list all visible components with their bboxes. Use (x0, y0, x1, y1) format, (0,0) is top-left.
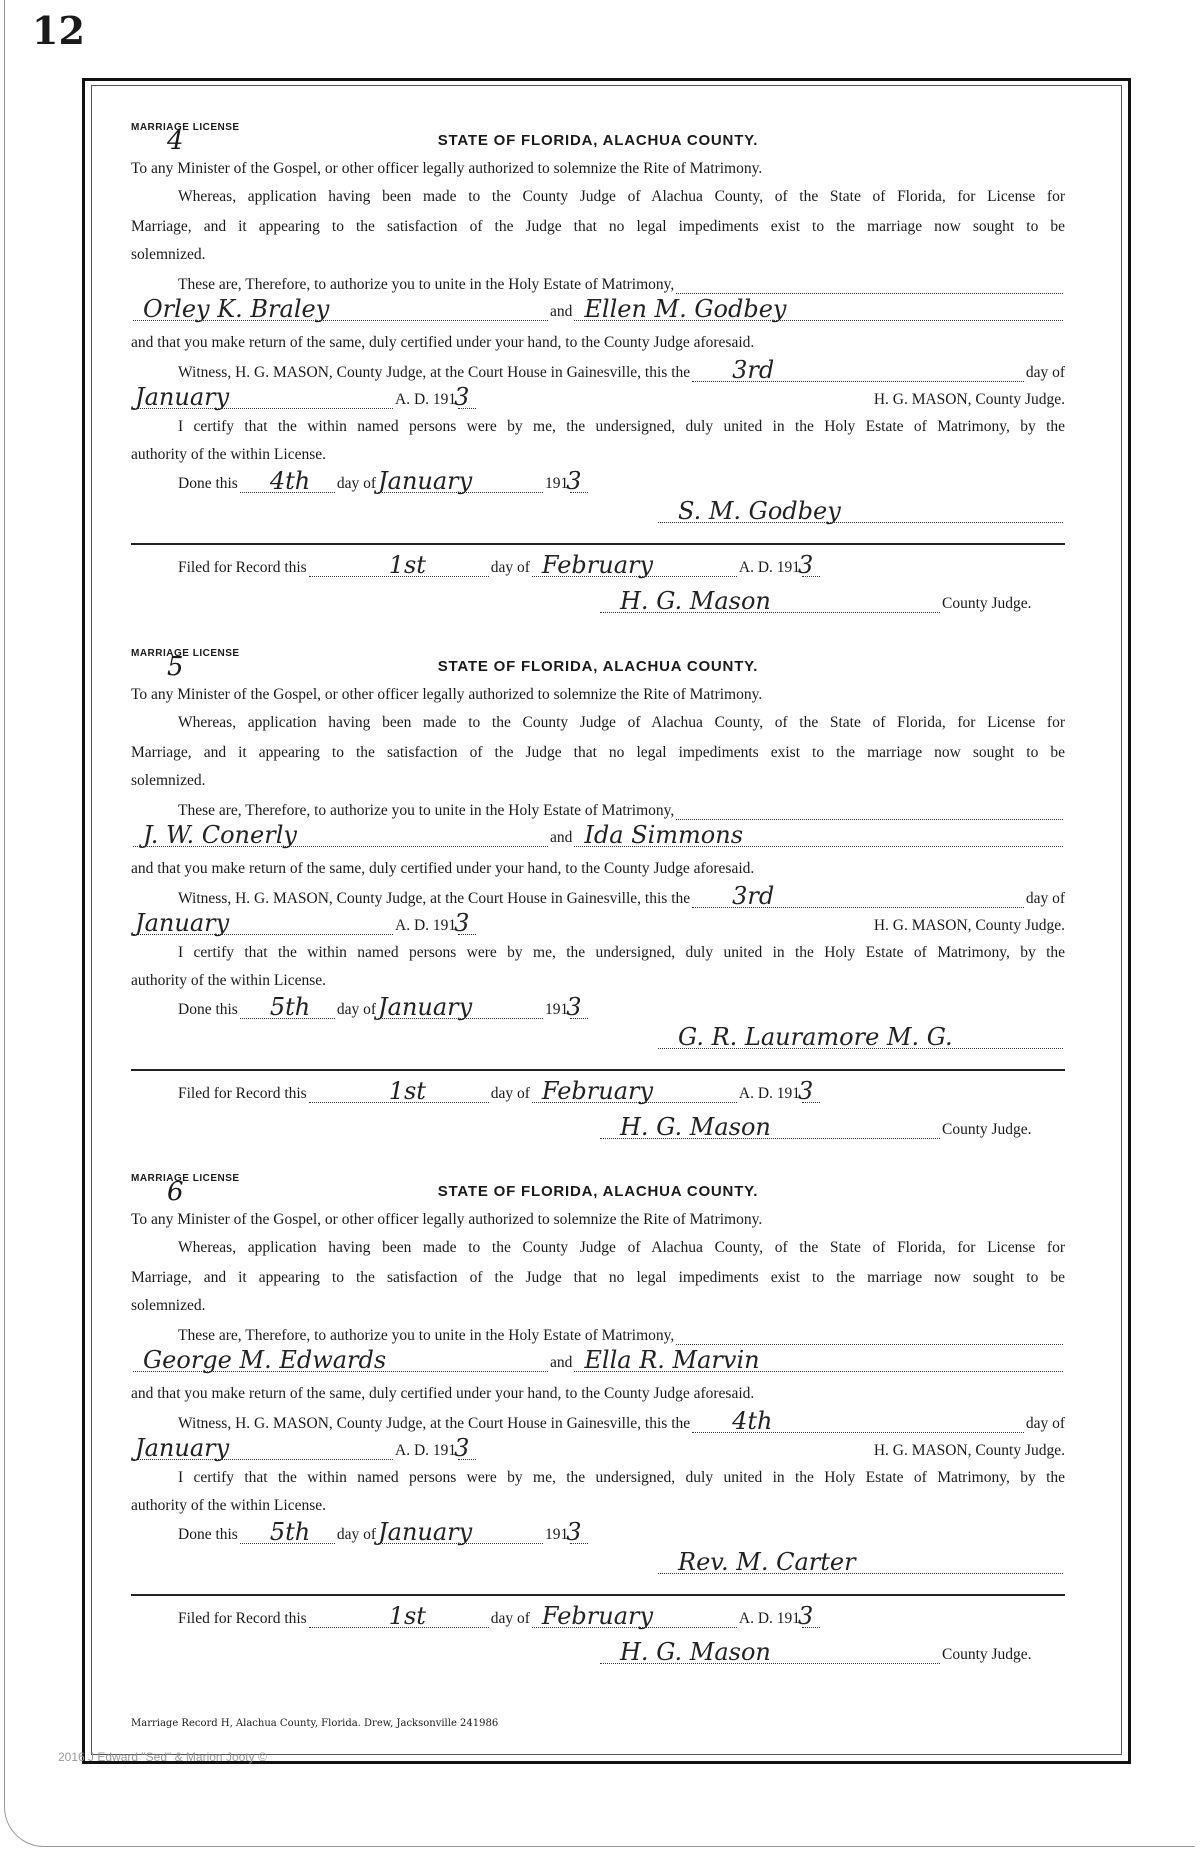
whereas-text-2: Marriage, and it appearing to the satisfaction of the Judge that no legal impediments exist to the marriage now sought to be (131, 1269, 1065, 1286)
groom-name-blank (133, 295, 548, 323)
license-number: 5 (167, 652, 184, 682)
license-title: STATE OF FLORIDA, ALACHUA COUNTY. (437, 132, 759, 149)
witness-year-blank (454, 909, 476, 937)
license-label: MARRIAGE LICENSE (131, 648, 240, 659)
done-month-handwriting: January (378, 993, 473, 1021)
certify-text-1: I certify that the within named persons were by me, the undersigned, duly united in the Holy Estate of Matrimony, by the (178, 418, 1065, 435)
license-title: STATE OF FLORIDA, ALACHUA COUNTY. (437, 658, 759, 675)
day-of-text: day of (336, 1526, 377, 1543)
authorize-leader (676, 1326, 1063, 1345)
certify-text-2: authority of the within License. (131, 972, 326, 989)
whereas-text-1: Whereas, application having been made to the County Judge of Alachua County, of the State of Florida, for License for (178, 1239, 1065, 1256)
ad-year-text: A. D. 191 (395, 391, 457, 408)
filed-day-handwriting: 1st (388, 551, 426, 579)
to-any-minister-text: To any Minister of the Gospel, or other officer legally authorized to solemnize the Rite of Matrimony. (131, 686, 763, 703)
certify-text-2: authority of the within License. (131, 1497, 326, 1514)
officiant-signature-handwriting: S. M. Godbey (678, 497, 841, 525)
done-year-text: 191 (545, 1526, 569, 1543)
done-this-text: Done this (178, 1526, 238, 1543)
bride-name-handwriting: Ellen M. Godbey (584, 295, 787, 323)
bride-name-blank (574, 1346, 1063, 1374)
certify-text-2: authority of the within License. (131, 446, 326, 463)
bride-name-blank (574, 295, 1063, 323)
filed-day-blank (309, 1602, 489, 1630)
whereas-text-3: solemnized. (131, 1297, 206, 1314)
clerk-signature-blank (600, 1638, 940, 1666)
done-month-blank (378, 467, 543, 495)
license-number: 6 (167, 1177, 184, 1207)
witness-month-handwriting: January (135, 383, 230, 411)
done-year-handwriting: 3 (566, 1518, 582, 1546)
section-divider (131, 1594, 1065, 1596)
done-year-handwriting: 3 (566, 993, 582, 1021)
witness-month-handwriting: January (135, 909, 230, 937)
day-of-text: day of (336, 1001, 377, 1018)
filed-ad-text: A. D. 191 (738, 1085, 801, 1102)
day-of-text: day of (1025, 364, 1065, 381)
filed-month-handwriting: February (541, 1602, 654, 1630)
county-judge-text: County Judge. (942, 1121, 1032, 1138)
filed-ad-text: A. D. 191 (738, 1610, 801, 1627)
witness-day-blank (692, 882, 1024, 910)
filed-text: Filed for Record this (178, 1610, 307, 1627)
witness-month-blank (133, 383, 393, 411)
done-month-handwriting: January (378, 1518, 473, 1546)
done-year-text: 191 (545, 1001, 569, 1018)
officiant-signature-blank (658, 1023, 1063, 1051)
filed-month-blank (532, 1602, 737, 1630)
witness-month-handwriting: January (135, 1434, 230, 1462)
day-of-text: day of (1025, 1415, 1065, 1432)
witness-day-handwriting: 4th (732, 1407, 773, 1435)
done-month-blank (378, 993, 543, 1021)
witness-text: Witness, H. G. MASON, County Judge, at the Court House in Gainesville, this the (178, 364, 691, 381)
and-text: and (550, 829, 573, 846)
day-of-text: day of (490, 1610, 530, 1627)
return-text: and that you make return of the same, duly certified under your hand, to the County Judge aforesaid. (131, 1385, 755, 1402)
witness-text: Witness, H. G. MASON, County Judge, at the Court House in Gainesville, this the (178, 1415, 691, 1432)
to-any-minister-text: To any Minister of the Gospel, or other officer legally authorized to solemnize the Rite of Matrimony. (131, 160, 763, 177)
filed-year-blank (798, 1602, 820, 1630)
witness-month-blank (133, 1434, 393, 1462)
license-number: 4 (167, 126, 184, 156)
filed-year-blank (798, 1077, 820, 1105)
clerk-signature-handwriting: H. G. Mason (620, 587, 771, 615)
done-year-handwriting: 3 (566, 467, 582, 495)
return-text: and that you make return of the same, duly certified under your hand, to the County Judge aforesaid. (131, 334, 755, 351)
filed-day-handwriting: 1st (388, 1077, 426, 1105)
groom-name-blank (133, 1346, 548, 1374)
watermark: 2016 J Edward "Sed" & Marion Jooty © (58, 1750, 267, 1764)
done-this-text: Done this (178, 475, 238, 492)
done-month-handwriting: January (378, 467, 473, 495)
authorize-leader (676, 275, 1063, 294)
judge-text: H. G. MASON, County Judge. (873, 1442, 1065, 1459)
section-divider (131, 1069, 1065, 1071)
page-number: 12 (32, 8, 85, 53)
filed-year-handwriting: 3 (798, 1602, 814, 1630)
whereas-text-1: Whereas, application having been made to the County Judge of Alachua County, of the State of Florida, for License for (178, 188, 1065, 205)
certify-text-1: I certify that the within named persons were by me, the undersigned, duly united in the Holy Estate of Matrimony, by the (178, 944, 1065, 961)
filed-day-blank (309, 1077, 489, 1105)
day-of-text: day of (336, 475, 377, 492)
marriage-license-3 (131, 1173, 1065, 1699)
done-day-handwriting: 5th (269, 1518, 311, 1546)
day-of-text: day of (1025, 890, 1065, 907)
groom-name-handwriting: Orley K. Braley (143, 295, 330, 323)
filed-text: Filed for Record this (178, 559, 307, 576)
groom-name-blank (133, 821, 548, 849)
certify-text-1: I certify that the within named persons were by me, the undersigned, duly united in the Holy Estate of Matrimony, by the (178, 1469, 1065, 1486)
filed-month-blank (532, 551, 737, 579)
witness-day-blank (692, 356, 1024, 384)
done-year-blank (566, 1518, 588, 1546)
ad-year-text: A. D. 191 (395, 917, 457, 934)
witness-text: Witness, H. G. MASON, County Judge, at the Court House in Gainesville, this the (178, 890, 691, 907)
authorize-text: These are, Therefore, to authorize you to unite in the Holy Estate of Matrimony, (178, 1327, 675, 1344)
and-text: and (550, 1354, 573, 1371)
witness-day-handwriting: 3rd (732, 356, 775, 384)
done-day-blank (240, 993, 335, 1021)
clerk-signature-blank (600, 1113, 940, 1141)
authorize-text: These are, Therefore, to authorize you to unite in the Holy Estate of Matrimony, (178, 276, 675, 293)
filed-month-handwriting: February (541, 1077, 654, 1105)
done-day-handwriting: 4th (269, 467, 311, 495)
county-judge-text: County Judge. (942, 1646, 1032, 1663)
to-any-minister-text: To any Minister of the Gospel, or other officer legally authorized to solemnize the Rite of Matrimony. (131, 1211, 763, 1228)
clerk-signature-handwriting: H. G. Mason (620, 1638, 771, 1666)
witness-year-handwriting: 3 (454, 1434, 470, 1462)
witness-year-blank (454, 1434, 476, 1462)
authorize-text: These are, Therefore, to authorize you to unite in the Holy Estate of Matrimony, (178, 802, 675, 819)
filed-year-handwriting: 3 (798, 551, 814, 579)
ad-year-text: A. D. 191 (395, 1442, 457, 1459)
done-year-blank (566, 467, 588, 495)
day-of-text: day of (490, 1085, 530, 1102)
groom-name-handwriting: J. W. Conerly (143, 821, 297, 849)
footer-imprint: Marriage Record H, Alachua County, Florida. Drew, Jacksonville 241986 (131, 1718, 499, 1729)
filed-ad-text: A. D. 191 (738, 559, 801, 576)
officiant-signature-handwriting: Rev. M. Carter (678, 1548, 856, 1576)
filed-day-blank (309, 551, 489, 579)
license-title: STATE OF FLORIDA, ALACHUA COUNTY. (437, 1183, 759, 1200)
filed-month-handwriting: February (541, 551, 654, 579)
witness-year-handwriting: 3 (454, 383, 470, 411)
whereas-text-2: Marriage, and it appearing to the satisfaction of the Judge that no legal impediments exist to the marriage now sought to be (131, 218, 1065, 235)
whereas-text-3: solemnized. (131, 246, 206, 263)
day-of-text: day of (490, 559, 530, 576)
filed-text: Filed for Record this (178, 1085, 307, 1102)
witness-year-handwriting: 3 (454, 909, 470, 937)
whereas-text-1: Whereas, application having been made to the County Judge of Alachua County, of the State of Florida, for License for (178, 714, 1065, 731)
officiant-signature-handwriting: G. R. Lauramore M. G. (678, 1023, 953, 1051)
bride-name-handwriting: Ella R. Marvin (584, 1346, 760, 1374)
done-year-blank (566, 993, 588, 1021)
judge-text: H. G. MASON, County Judge. (873, 391, 1065, 408)
filed-year-handwriting: 3 (798, 1077, 814, 1105)
filed-month-blank (532, 1077, 737, 1105)
done-day-handwriting: 5th (269, 993, 311, 1021)
clerk-signature-handwriting: H. G. Mason (620, 1113, 771, 1141)
license-label: MARRIAGE LICENSE (131, 122, 240, 133)
marriage-license-1 (131, 122, 1065, 648)
done-this-text: Done this (178, 1001, 238, 1018)
return-text: and that you make return of the same, duly certified under your hand, to the County Judge aforesaid. (131, 860, 755, 877)
groom-name-handwriting: George M. Edwards (143, 1346, 387, 1374)
judge-text: H. G. MASON, County Judge. (873, 917, 1065, 934)
license-label: MARRIAGE LICENSE (131, 1173, 240, 1184)
done-day-blank (240, 1518, 335, 1546)
done-year-text: 191 (545, 475, 569, 492)
officiant-signature-blank (658, 1548, 1063, 1576)
bride-name-handwriting: Ida Simmons (584, 821, 744, 849)
done-day-blank (240, 467, 335, 495)
filed-year-blank (798, 551, 820, 579)
witness-month-blank (133, 909, 393, 937)
and-text: and (550, 303, 573, 320)
whereas-text-3: solemnized. (131, 772, 206, 789)
officiant-signature-blank (658, 497, 1063, 525)
marriage-license-2 (131, 648, 1065, 1174)
witness-year-blank (454, 383, 476, 411)
clerk-signature-blank (600, 587, 940, 615)
done-month-blank (378, 1518, 543, 1546)
bride-name-blank (574, 821, 1063, 849)
section-divider (131, 543, 1065, 545)
filed-day-handwriting: 1st (388, 1602, 426, 1630)
authorize-leader (676, 801, 1063, 820)
witness-day-blank (692, 1407, 1024, 1435)
whereas-text-2: Marriage, and it appearing to the satisfaction of the Judge that no legal impediments exist to the marriage now sought to be (131, 744, 1065, 761)
county-judge-text: County Judge. (942, 595, 1032, 612)
witness-day-handwriting: 3rd (732, 882, 775, 910)
